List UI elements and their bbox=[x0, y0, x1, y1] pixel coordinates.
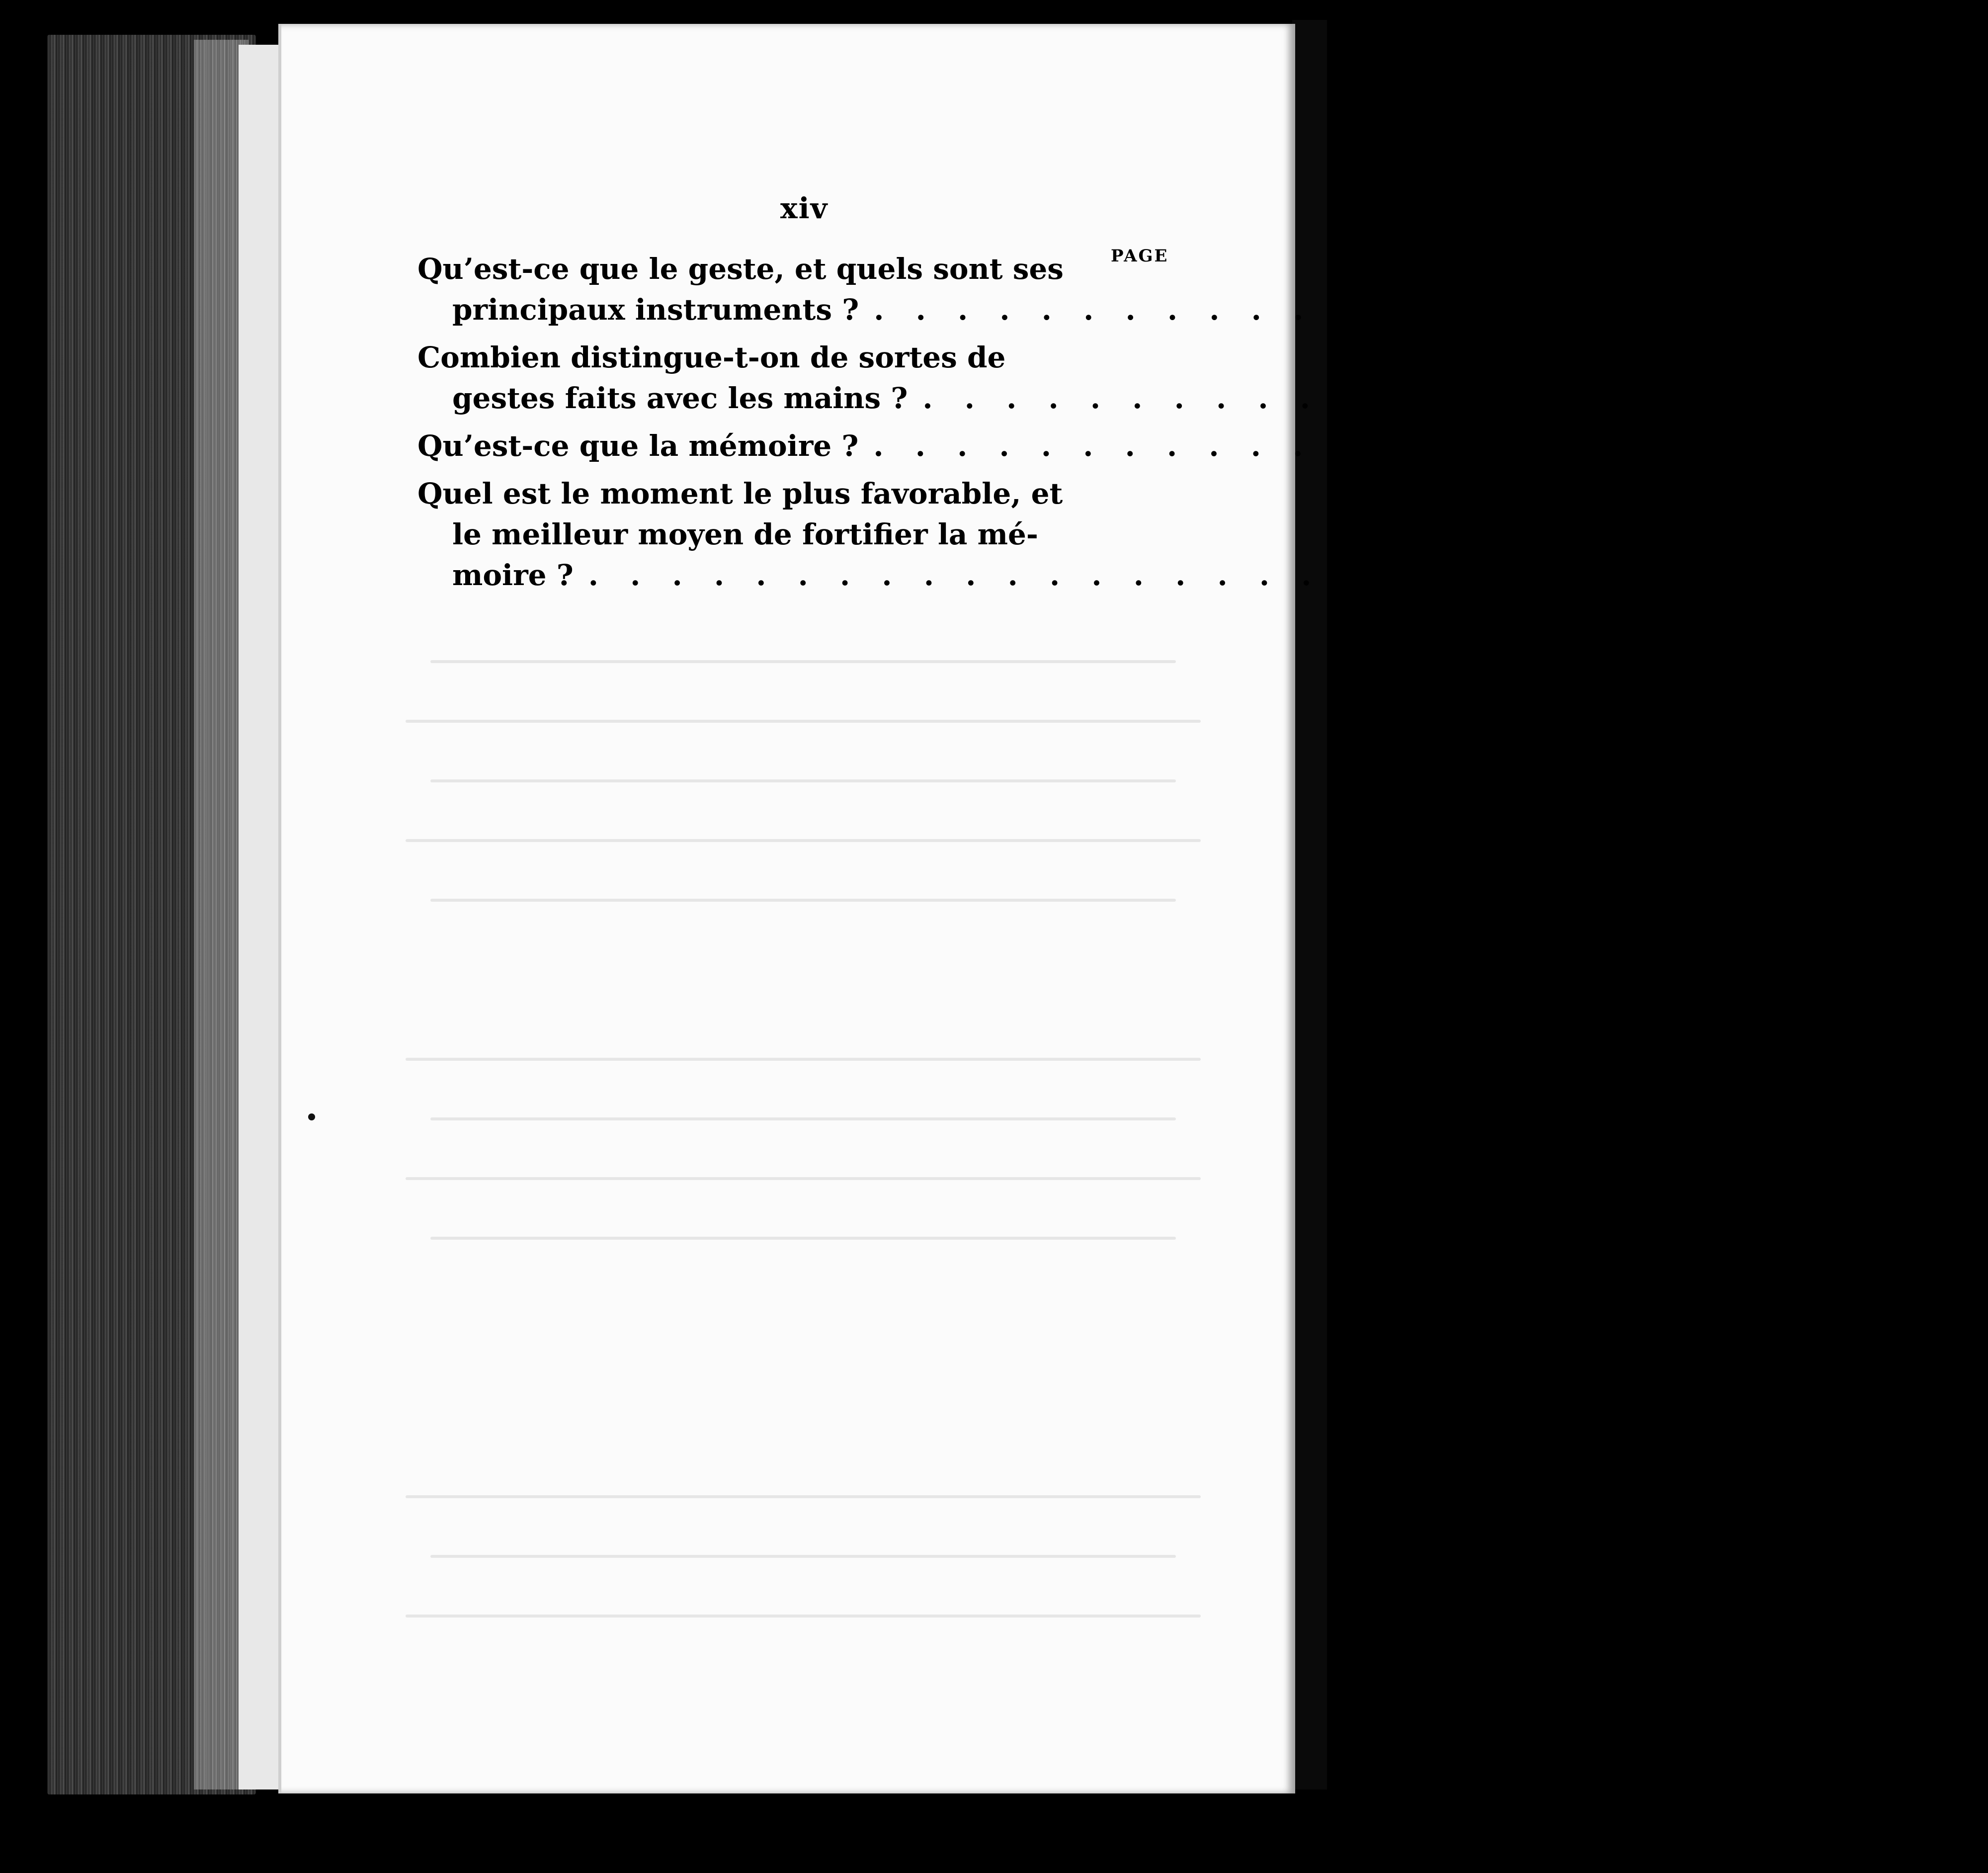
dot-leader: . . . . . . . . . . . . . . . . . . . . . . . . bbox=[874, 293, 1860, 327]
toc-entry bbox=[417, 426, 1939, 466]
toc-entry-text: Qu’est-ce que la mémoire ? bbox=[417, 429, 859, 463]
toc-page-number: 244 bbox=[1593, 558, 1654, 592]
show-through-line bbox=[406, 1495, 1201, 1498]
page-gutter bbox=[239, 45, 283, 1789]
toc-entry-line: le meilleur moyen de fortifier la mé- bbox=[452, 517, 1038, 551]
toc-entry-line: Combien distingue-t-on de sortes de bbox=[417, 341, 1006, 374]
toc-entry-text: principaux instruments ? bbox=[452, 293, 859, 327]
show-through-line bbox=[430, 779, 1176, 782]
toc-entry-line: Quel est le moment le plus favorable, et bbox=[417, 477, 1063, 511]
toc-entry-last-line bbox=[417, 289, 1940, 330]
show-through-line bbox=[406, 839, 1201, 842]
dot-leader: . . . . . . . . . . . . . . . . . . . . . . . . bbox=[873, 429, 1859, 463]
dot-leader: . . . . . . . . . . . . . . . . . . . . . . . . bbox=[922, 381, 1908, 415]
show-through-line bbox=[430, 899, 1176, 902]
toc-page-number: 244 bbox=[1879, 429, 1939, 463]
show-through-line bbox=[406, 1177, 1201, 1180]
show-through-line bbox=[406, 1058, 1201, 1061]
scan-border bbox=[1292, 20, 1327, 1789]
table-of-contents bbox=[417, 249, 1988, 602]
toc-entry-line: Qu’est-ce que le geste, et quels sont ses bbox=[417, 252, 1064, 286]
toc-entry-text: gestes faits avec les mains ? bbox=[452, 381, 908, 415]
show-through-line bbox=[430, 1237, 1176, 1240]
running-head: xiv bbox=[780, 191, 828, 225]
toc-entry bbox=[417, 473, 1654, 596]
ink-speck bbox=[308, 1113, 315, 1120]
toc-entry bbox=[417, 249, 1940, 330]
show-through-line bbox=[430, 1555, 1176, 1558]
toc-entry-last-line bbox=[417, 555, 1654, 596]
toc-page-number: 243 bbox=[1928, 381, 1988, 415]
toc-entry-text: moire ? bbox=[452, 558, 574, 592]
toc-entry-last-line bbox=[417, 378, 1988, 419]
toc-entry-last-line bbox=[417, 426, 1939, 466]
toc-page-number: 241 bbox=[1879, 293, 1940, 327]
dot-leader: . . . . . . . . . . . . . . . . . . . . . . . . bbox=[588, 558, 1574, 592]
show-through-line bbox=[406, 1615, 1201, 1618]
toc-entry bbox=[417, 337, 1988, 419]
show-through-line bbox=[430, 660, 1176, 663]
page-column-label: PAGE bbox=[1111, 246, 1169, 266]
show-through-line bbox=[406, 720, 1201, 723]
show-through-line bbox=[430, 1117, 1176, 1120]
